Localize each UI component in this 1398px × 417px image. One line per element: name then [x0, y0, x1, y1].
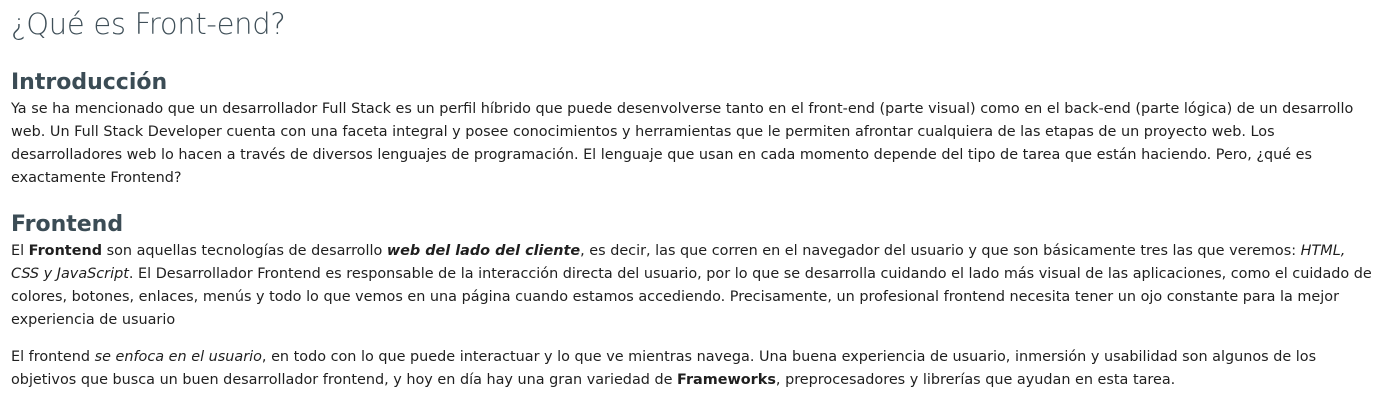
intro-paragraph: Ya se ha mencionado que un desarrollador Full Stack es un perfil híbrido que puede desenvolverse tanto en el front-end (parte visual) como en el back-end (parte lógica) de un desarrollo web. Un Full Stack Developer cuenta con una faceta integral y posee conocimientos y herramientas que le permiten afrontar cualquiera de las etapas de un proyecto web. Los desarrolladores web lo hacen a través de diversos lenguajes de programación. El lenguaje que usan en cada momento depende del tipo de tarea que están haciendo. Pero, ¿qué es exactamente Frontend?	[11, 101, 1354, 186]
italic-technologies: HTML, CSS y JavaScript	[11, 243, 1346, 282]
italic-client-side: web del lado del cliente	[386, 243, 581, 259]
text-segment: , preprocesadores y librerías que ayudan en esta tarea.	[775, 372, 1176, 388]
frontend-paragraph-1	[11, 240, 1376, 332]
frontend-heading: Frontend	[11, 212, 124, 237]
text-segment: son aquellas tecnologías de desarrollo	[102, 243, 387, 259]
bold-italic-client-side	[387, 243, 580, 259]
text-segment: , es decir, las que corren en el navegador del usuario y que son básicamente tres las que veremos:	[580, 243, 1301, 259]
bold-frontend: Frontend	[28, 243, 102, 259]
frontend-paragraph-2	[11, 346, 1376, 392]
text-segment: . El Desarrollador Frontend es responsable de la interacción directa del usuario, por lo que se desarrolla cuidando el lado más visual de las aplicaciones, como el cuidado de colores, botones, enlaces, menús y todo lo que vemos en una página cuando estamos accediendo. Precisamente, un profesional frontend necesita tener un ojo constante para la mejor experiencia de usuario	[11, 266, 1372, 328]
italic-user-focus: se enfoca en el usuario	[94, 349, 262, 365]
text-segment: El frontend	[11, 349, 95, 365]
intro-heading: Introducción	[11, 70, 168, 95]
bold-frameworks: Frameworks	[677, 372, 776, 388]
page-title: ¿Qué es Front-end?	[11, 7, 286, 41]
text-segment: , en todo con lo que puede interactuar y lo que ve mientras navega. Una buena experiencia de usuario, inmersión y usabilidad son algunos de los objetivos que busca un buen desarrollador frontend, y hoy en día hay una gran variedad de	[11, 349, 1317, 388]
text-segment: El	[11, 243, 29, 259]
